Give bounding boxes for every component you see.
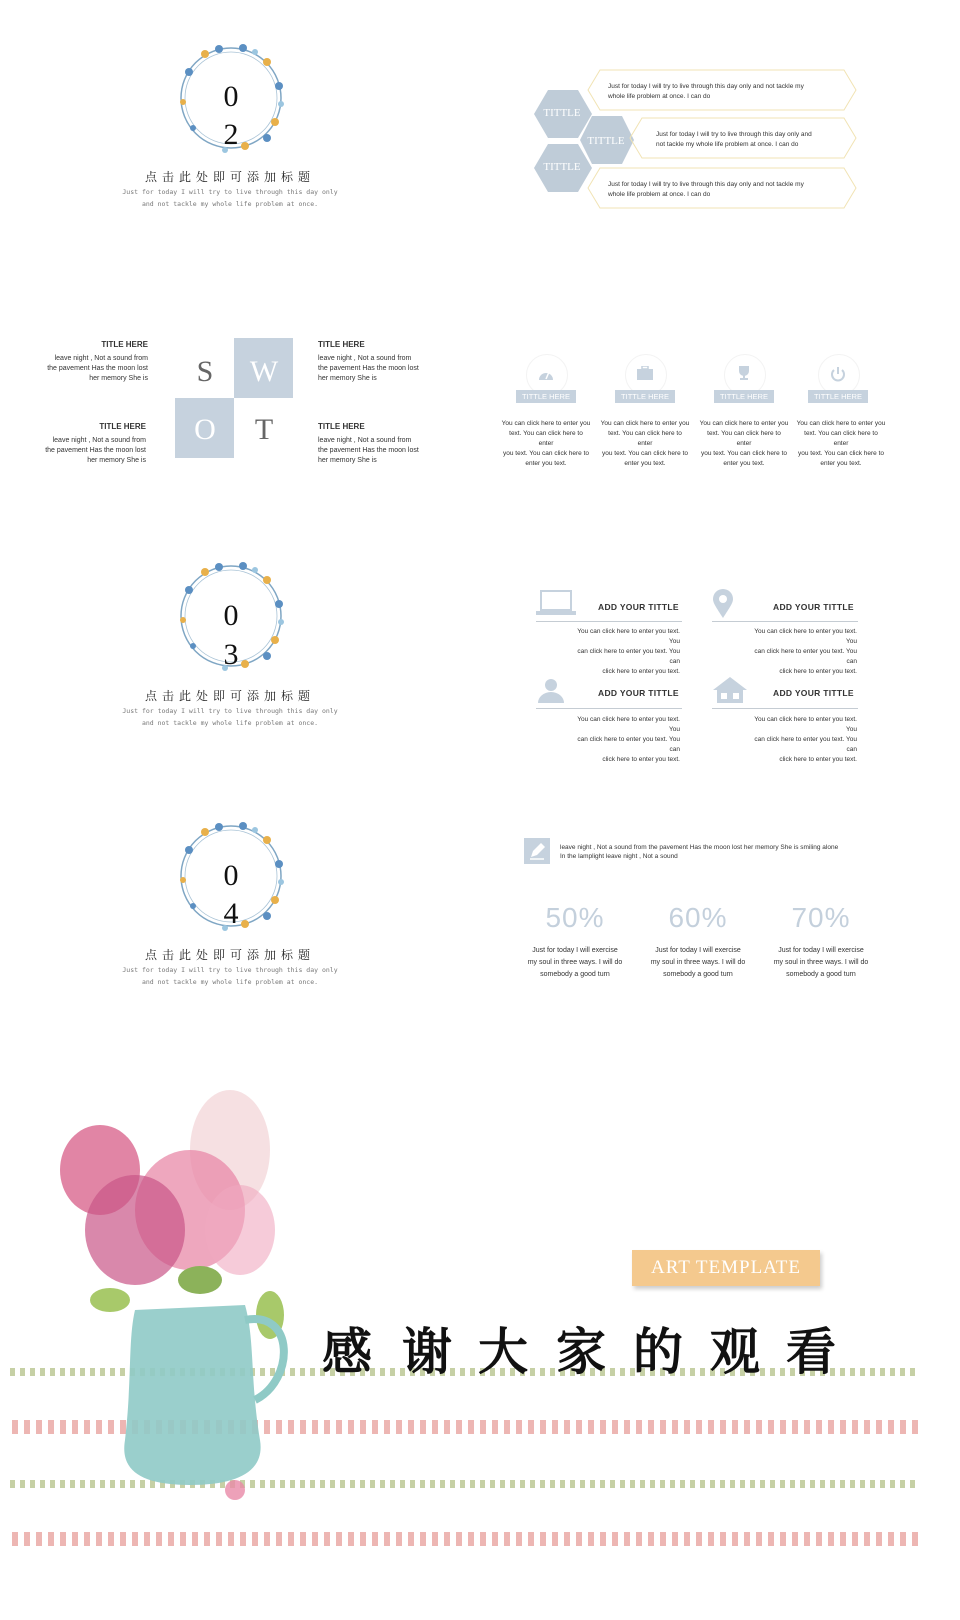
briefcase-icon <box>637 366 653 380</box>
icon-column-text: You can click here to enter you text. You can click here to enter you text. You can click here to enter you text. <box>796 420 886 467</box>
feature-title[interactable]: ADD YOUR TITTLE <box>773 688 854 698</box>
power-icon <box>830 366 846 382</box>
section-subtitle-line-1: Just for today I will try to live through this day only <box>122 966 338 974</box>
thanks-char: 感 <box>322 1322 372 1381</box>
user-icon <box>537 678 565 704</box>
swot-letter-t: T <box>254 413 274 446</box>
thanks-char: 谢 <box>402 1322 452 1381</box>
feature-divider <box>536 621 682 622</box>
icon-column-tag: TITTLE HERE <box>516 390 576 403</box>
icon-column-tag: TITTLE HERE <box>714 390 774 403</box>
section-number-top: 0 <box>223 859 239 892</box>
flower-vase-illustration <box>40 1080 310 1520</box>
swot-letter-w: W <box>249 355 279 388</box>
feature-title[interactable]: ADD YOUR TITTLE <box>773 602 854 612</box>
swot-item-opportunities: TITLE HERE leave night , Not a sound from the pavement Has the moon lost her memory She is <box>45 422 146 464</box>
section-title[interactable]: 点击此处即可添加标题 <box>144 170 315 184</box>
section-subtitle-line-2: and not tackle my whole life problem at once. <box>141 719 319 727</box>
stat-value: 60% <box>668 902 728 933</box>
section-number-top: 0 <box>223 599 239 632</box>
laptop-icon <box>536 590 576 616</box>
feature-title[interactable]: ADD YOUR TITTLE <box>598 688 679 698</box>
section-number-bottom: 4 <box>223 897 239 930</box>
callout-text: Just for today I will try to live through this day only and not tackle my whole life problem at once. I can do <box>656 131 812 148</box>
icon-column-text: You can click here to enter you text. You can click here to enter you text. You can click here to enter you text. <box>699 420 789 467</box>
stat-value: 70% <box>791 902 851 933</box>
feature-text: You can click here to enter you text. You can click here to enter you text. You can click here to enter you text. <box>577 716 680 763</box>
location-pin-icon <box>712 589 734 619</box>
feature-text: You can click here to enter you text. You can click here to enter you text. You can click here to enter you text. <box>754 716 857 763</box>
pen-icon-box <box>524 838 550 864</box>
feature-text: You can click here to enter you text. You can click here to enter you text. You can click here to enter you text. <box>577 628 680 675</box>
callout-text: Just for today I will try to live through this day only and not tackle my whole life problem at once. I can do <box>608 181 804 198</box>
section-subtitle-line-2: and not tackle my whole life problem at once. <box>141 200 319 208</box>
feature-text: You can click here to enter you text. You can click here to enter you text. You can click here to enter you text. <box>754 628 857 675</box>
section-number-bottom: 2 <box>223 118 239 151</box>
pen-icon <box>524 838 550 864</box>
feature-title[interactable]: ADD YOUR TITTLE <box>598 602 679 612</box>
stat-text: Just for today I will exercise my soul in three ways. I will do somebody a good turn <box>773 947 869 978</box>
icon-column-tag: TITTLE HERE <box>615 390 675 403</box>
swot-item-strengths: TITLE HERE leave night , Not a sound from the pavement Has the moon lost her memory She is <box>47 340 148 382</box>
section-title[interactable]: 点击此处即可添加标题 <box>144 689 315 703</box>
thanks-char: 的 <box>633 1322 683 1381</box>
stats-intro: leave night , Not a sound from the pavement Has the moon lost her memory She is smiling alone In the lamplight leave night , Not a sound <box>560 844 839 860</box>
swot-item-weaknesses: TITLE HERE leave night , Not a sound from the pavement Has the moon lost her memory She is <box>318 340 419 382</box>
section-subtitle-line-1: Just for today I will try to live through this day only <box>122 707 338 715</box>
stat-text: Just for today I will exercise my soul in three ways. I will do somebody a good turn <box>527 947 623 978</box>
feature-divider <box>712 708 858 709</box>
section-title[interactable]: 点击此处即可添加标题 <box>144 948 315 962</box>
thanks-char: 大 <box>478 1322 528 1381</box>
icon-column-text: You can click here to enter you text. You can click here to enter you text. You can click here to enter you text. <box>501 420 591 467</box>
section-subtitle-line-2: and not tackle my whole life problem at once. <box>141 978 319 986</box>
hexagon-label: TITTLE <box>543 161 581 173</box>
swot-item-threats: TITLE HERE leave night , Not a sound from the pavement Has the moon lost her memory She is <box>318 422 419 464</box>
art-template-badge <box>632 1250 820 1286</box>
icon-column-text: You can click here to enter you text. You can click here to enter you text. You can click here to enter you text. <box>600 420 690 467</box>
thanks-char: 看 <box>786 1322 836 1381</box>
swot-letter-s: S <box>196 355 214 388</box>
section-subtitle-line-1: Just for today I will try to live through this day only <box>122 188 338 196</box>
callout-text: Just for today I will try to live through this day only and not tackle my whole life problem at once. I can do <box>608 83 804 100</box>
hexagon-label: TITTLE <box>587 135 625 147</box>
trophy-icon <box>736 365 752 381</box>
stat-text: Just for today I will exercise my soul in three ways. I will do somebody a good turn <box>650 947 746 978</box>
thanks-char: 观 <box>710 1322 760 1381</box>
hexagon-label: TITTLE <box>543 107 581 119</box>
thanks-char: 家 <box>556 1322 606 1381</box>
speedometer-icon <box>537 366 555 382</box>
section-number-top: 0 <box>223 80 239 113</box>
art-template-label: ART TEMPLATE <box>650 1257 802 1278</box>
icon-column-tag: TITTLE HERE <box>808 390 868 403</box>
swot-letter-o: O <box>194 413 216 446</box>
feature-divider <box>536 708 682 709</box>
house-icon <box>712 676 748 704</box>
feature-divider <box>712 621 858 622</box>
stat-value: 50% <box>545 902 605 933</box>
section-number-bottom: 3 <box>223 638 239 671</box>
